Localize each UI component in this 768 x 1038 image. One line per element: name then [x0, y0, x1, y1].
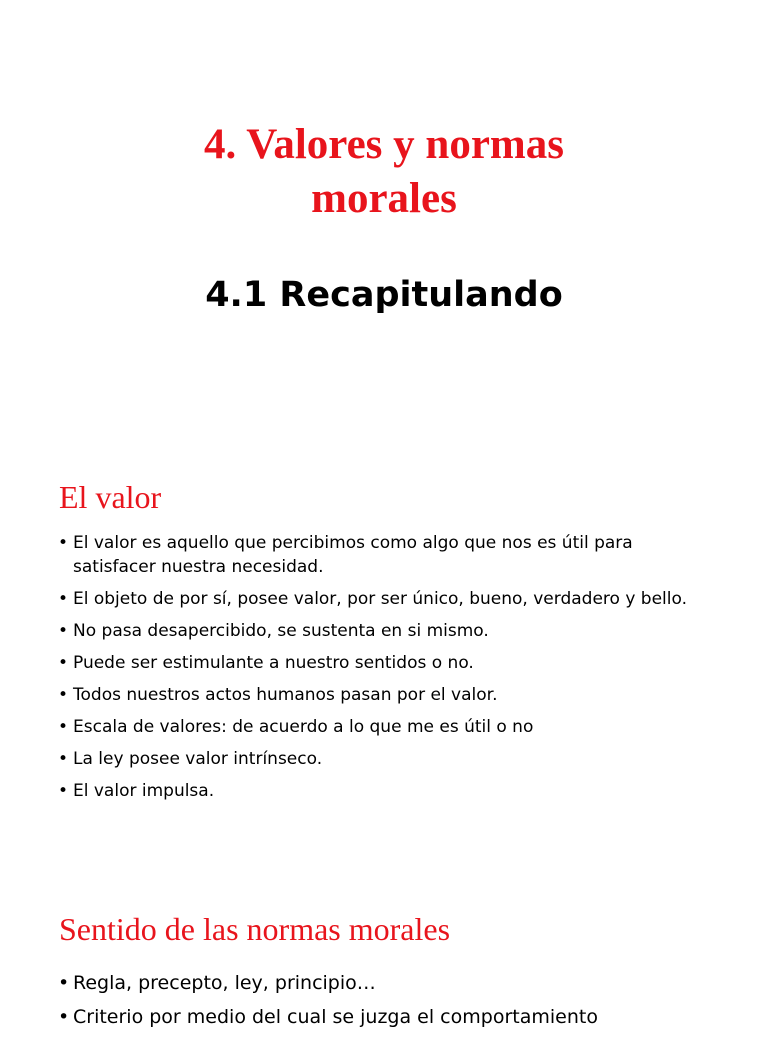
list-item: • La ley posee valor intrínseco.	[58, 747, 718, 771]
list-item: • Regla, precepto, ley, principio…	[58, 970, 718, 996]
list-item: • El valor impulsa.	[58, 779, 718, 803]
section-heading-el-valor: El valor	[59, 479, 162, 515]
list-item: • El objeto de por sí, posee valor, por ser único, bueno, verdadero y bello.	[58, 587, 718, 611]
slide-title-line-1: 4. Valores y normas	[204, 121, 564, 168]
bullet-list-normas-morales	[58, 970, 718, 1038]
slide-title-line-2: morales	[311, 175, 457, 222]
list-item: • El valor es aquello que percibimos como algo que nos es útil para satisfacer nuestra necesidad.	[58, 531, 718, 579]
list-item: • No pasa desapercibido, se sustenta en si mismo.	[58, 619, 718, 643]
slide-title	[0, 118, 768, 226]
list-item: • Escala de valores: de acuerdo a lo que me es útil o no	[58, 715, 718, 739]
bullet-list-el-valor	[58, 531, 718, 811]
slide-subtitle: 4.1 Recapitulando	[205, 275, 563, 315]
list-item: • Todos nuestros actos humanos pasan por el valor.	[58, 683, 718, 707]
section-heading-normas-morales: Sentido de las normas morales	[59, 911, 451, 947]
list-item: • Criterio por medio del cual se juzga el comportamiento	[58, 1004, 718, 1030]
list-item: • Puede ser estimulante a nuestro sentidos o no.	[58, 651, 718, 675]
